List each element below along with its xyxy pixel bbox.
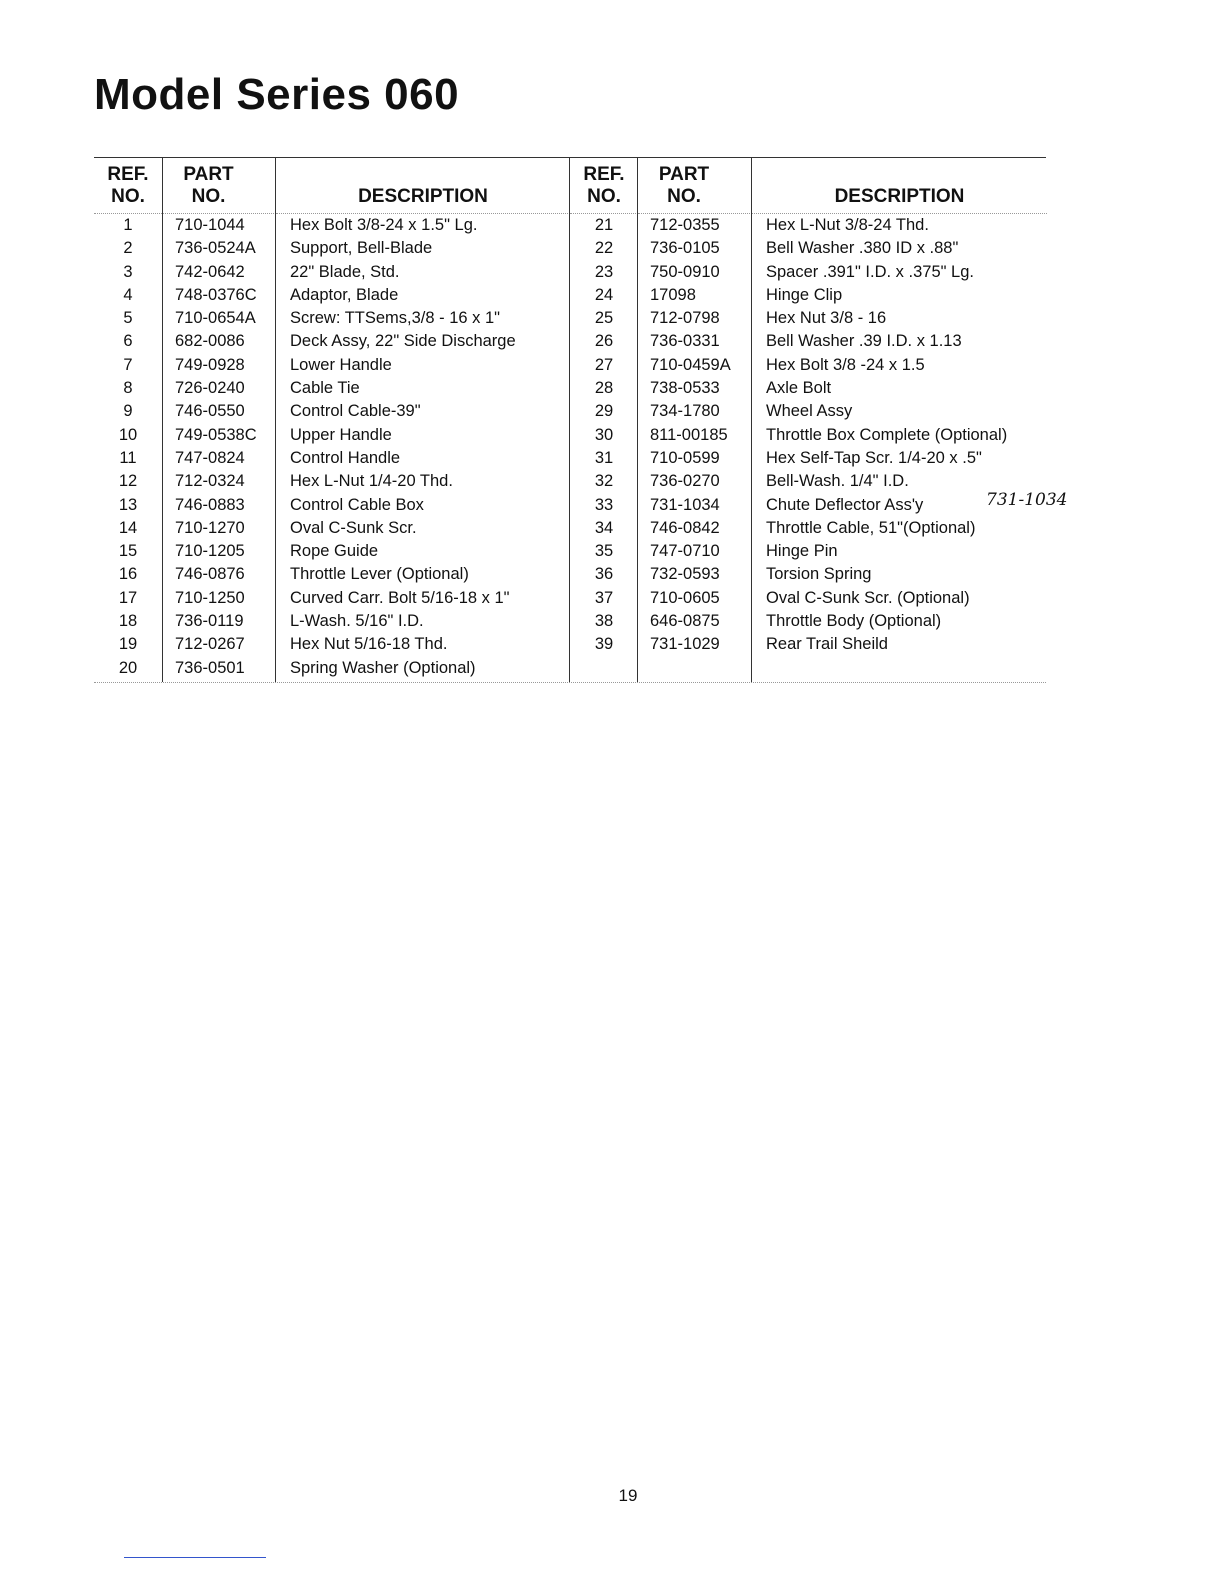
table-cell-part: 811-00185 [650,425,728,444]
table-cell-part: 734-1780 [650,402,720,421]
table-cell-ref: 19 [118,635,138,654]
table-cell-part: 712-0324 [175,472,245,491]
description-header: DESCRIPTION [752,158,1047,214]
table-cell-part: 736-0524A [175,239,256,258]
table-cell-ref: 31 [594,448,614,467]
table-cell-desc: Bell Washer .39 I.D. x 1.13 [766,332,962,351]
table-cell-part: 736-0270 [650,472,720,491]
table-cell-part: 712-0267 [175,635,245,654]
table-cell-part: 746-0876 [175,565,245,584]
table-cell-part: 747-0710 [650,542,720,561]
table-cell-ref: 2 [123,239,133,258]
table-cell-ref: 30 [594,425,614,444]
part-header: PART NO. [163,158,276,214]
table-cell-desc: Spring Washer (Optional) [290,658,476,677]
table-cell-part: 731-1029 [650,635,720,654]
table-cell-ref: 4 [123,285,133,304]
table-cell-desc: Throttle Lever (Optional) [290,565,469,584]
table-cell-ref: 8 [123,379,133,398]
table-cell-desc: Lower Handle [290,355,392,374]
table-cell-ref: 35 [594,542,614,561]
table-cell-ref: 33 [594,495,614,514]
description-header: DESCRIPTION [276,158,570,214]
description-column [751,158,1047,682]
table-cell-ref: 12 [118,472,138,491]
table-cell-ref: 29 [594,402,614,421]
table-cell-part: 746-0842 [650,518,720,537]
table-cell-ref: 25 [594,309,614,328]
table-cell-desc: Hex Nut 3/8 - 16 [766,309,887,328]
table-cell-desc: Torsion Spring [766,565,872,584]
table-cell-ref: 11 [119,448,137,467]
table-cell-ref: 28 [594,379,614,398]
table-cell-part: 646-0875 [650,612,720,631]
table-cell-desc: Hex L-Nut 1/4-20 Thd. [290,472,453,491]
table-cell-part: 710-1270 [175,518,245,537]
parts-table [94,157,1046,677]
part-column [637,158,752,682]
table-cell-part: 710-1205 [175,542,245,561]
table-cell-part: 746-0883 [175,495,245,514]
table-cell-ref: 14 [118,518,138,537]
table-cell-ref: 37 [594,588,614,607]
ref-header: REF. NO. [94,158,162,214]
table-cell-ref: 32 [594,472,614,491]
table-cell-part: 710-0654A [175,309,256,328]
table-cell-part: 712-0355 [650,216,720,234]
table-cell-part: 726-0240 [175,379,245,398]
table-cell-ref: 10 [118,425,138,444]
table-cell-ref: 9 [123,402,133,421]
table-cell-desc: Oval C-Sunk Scr. [290,518,417,537]
table-cell-part: 736-0119 [175,612,244,631]
table-cell-ref: 7 [123,355,133,374]
table-cell-ref: 38 [594,612,614,631]
table-cell-desc: L-Wash. 5/16" I.D. [290,612,424,631]
table-cell-desc: Cable Tie [290,379,360,398]
table-cell-desc: Throttle Body (Optional) [766,612,942,631]
table-cell-desc: 22" Blade, Std. [290,262,400,281]
table-cell-desc: Curved Carr. Bolt 5/16-18 x 1" [290,588,510,607]
table-cell-ref: 34 [594,518,614,537]
table-cell-part: 738-0533 [650,379,720,398]
table-cell-part: 682-0086 [175,332,245,351]
table-cell-desc: Hinge Clip [766,285,843,304]
table-cell-part: 736-0105 [650,239,720,258]
table-cell-desc: Axle Bolt [766,379,832,398]
table-cell-desc: Throttle Cable, 51"(Optional) [766,518,976,537]
table-cell-part: 736-0331 [650,332,720,351]
table-cell-desc: Deck Assy, 22" Side Discharge [290,332,516,351]
table-cell-part: 736-0501 [175,658,245,677]
table-cell-part: 710-1044 [175,216,245,234]
table-cell-part: 748-0376C [175,285,257,304]
table-cell-part: 731-1034 [650,495,720,514]
table-cell-ref: 27 [594,355,614,374]
table-cell-desc: Hex Nut 5/16-18 Thd. [290,635,448,654]
handwritten-correction: 731-1034 [986,490,1068,510]
table-cell-desc: Bell Washer .380 ID x .88" [766,239,959,258]
table-cell-ref: 18 [118,612,138,631]
table-cell-desc: Control Cable-39" [290,402,421,421]
table-cell-desc: Upper Handle [290,425,392,444]
table-cell-ref: 1 [123,216,133,234]
table-cell-desc: Rear Trail Sheild [766,635,888,654]
table-cell-desc: Oval C-Sunk Scr. (Optional) [766,588,970,607]
table-cell-desc: Chute Deflector Ass'y [766,495,924,514]
table-cell-part: 749-0928 [175,355,245,374]
table-cell-ref: 21 [594,216,614,234]
page-number: 19 [618,1486,638,1505]
table-cell-desc: Hex Self-Tap Scr. 1/4-20 x .5" [766,448,982,467]
table-cell-ref: 39 [594,635,614,654]
table-cell-desc: Hinge Pin [766,542,838,561]
table-cell-desc: Support, Bell-Blade [290,239,433,258]
description-column [275,158,570,682]
table-cell-part: 710-1250 [175,588,245,607]
table-cell-desc: Adaptor, Blade [290,285,399,304]
table-cell-ref: 3 [123,262,133,281]
table-cell-ref: 23 [594,262,614,281]
table-bottom-rule [94,682,1046,683]
part-column [162,158,276,682]
table-cell-desc: Throttle Box Complete (Optional) [766,425,1008,444]
table-cell-ref: 22 [594,239,614,258]
table-cell-ref: 13 [118,495,138,514]
table-cell-desc: Hex Bolt 3/8-24 x 1.5" Lg. [290,216,478,234]
part-header: PART NO. [638,158,752,214]
ref-header: REF. NO. [570,158,638,214]
table-cell-ref: 24 [594,285,614,304]
page-title: Model Series 060 [94,70,460,119]
table-cell-desc: Control Handle [290,448,401,467]
ref-column [569,158,638,682]
table-cell-ref: 17 [118,588,138,607]
ref-column [94,158,162,682]
table-cell-ref: 6 [123,332,133,351]
table-cell-desc: Spacer .391" I.D. x .375" Lg. [766,262,974,281]
footer-rule [124,1557,266,1558]
table-cell-desc: Screw: TTSems,3/8 - 16 x 1" [290,309,501,328]
table-cell-ref: 20 [118,658,138,677]
table-cell-part: 742-0642 [175,262,245,281]
table-cell-desc: Bell-Wash. 1/4" I.D. [766,472,909,491]
table-cell-desc: Wheel Assy [766,402,853,421]
table-cell-part: 712-0798 [650,309,720,328]
table-cell-desc: Control Cable Box [290,495,424,514]
table-cell-part: 710-0459A [650,355,731,374]
table-cell-part: 710-0599 [650,448,720,467]
table-cell-ref: 26 [594,332,614,351]
table-cell-ref: 15 [118,542,138,561]
table-cell-part: 747-0824 [175,448,245,467]
table-cell-part: 746-0550 [175,402,245,421]
table-cell-part: 710-0605 [650,588,720,607]
table-cell-part: 750-0910 [650,262,720,281]
table-cell-ref: 5 [123,309,133,328]
table-cell-part: 17098 [650,285,696,304]
table-cell-desc: Hex Bolt 3/8 -24 x 1.5 [766,355,925,374]
table-cell-ref: 36 [594,565,614,584]
table-cell-desc: Rope Guide [290,542,379,561]
table-cell-ref: 16 [118,565,138,584]
table-cell-part: 732-0593 [650,565,720,584]
table-cell-part: 749-0538C [175,425,257,444]
table-cell-desc: Hex L-Nut 3/8-24 Thd. [766,216,929,234]
